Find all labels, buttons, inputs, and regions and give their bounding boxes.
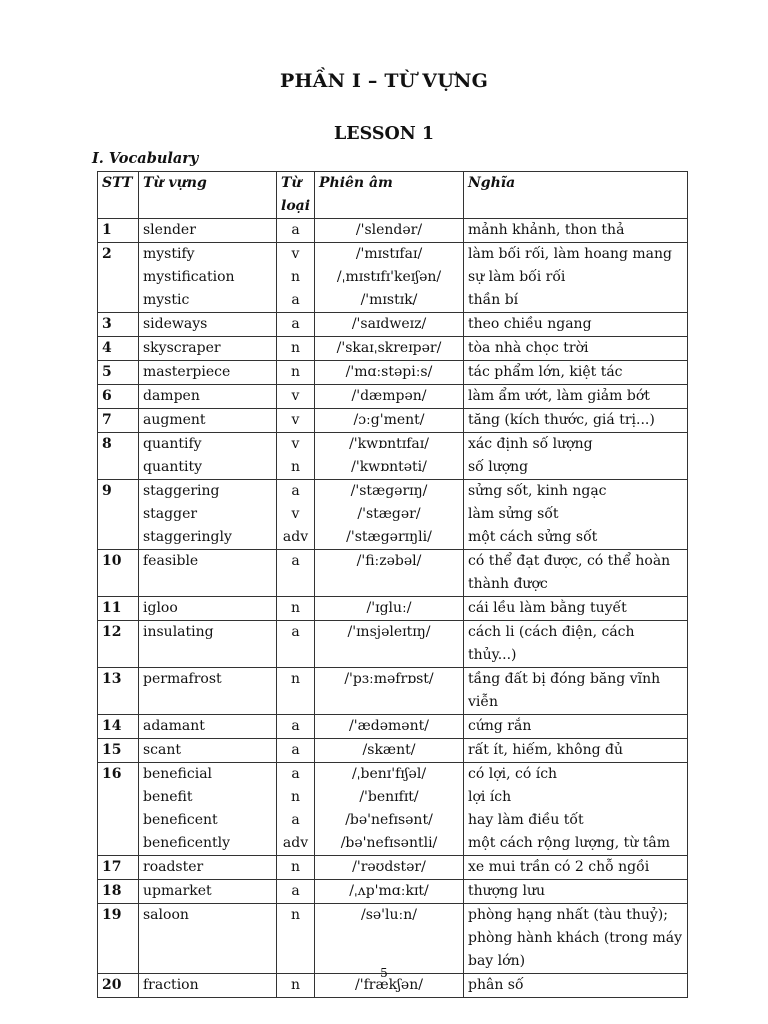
word: dampen [143, 388, 200, 404]
table-row [98, 621, 688, 668]
phonetic: /'ædəmənt/ [349, 718, 429, 734]
phonetic: /ˌmɪstɪfɪ'keɪʃən/ [336, 269, 442, 285]
word: slender [143, 222, 196, 238]
phonetic: /'dæmpən/ [351, 388, 427, 404]
meaning-cell [464, 668, 688, 715]
word: staggering [143, 483, 220, 499]
word-cell [139, 904, 277, 974]
phonetic-cell [315, 550, 464, 597]
row-number: 7 [98, 409, 139, 433]
table-row [98, 856, 688, 880]
meaning: làm ẩm ướt, làm giảm bớt [468, 388, 650, 404]
section-heading: I. Vocabulary [92, 150, 199, 167]
row-number: 15 [98, 739, 139, 763]
phonetic: /'mɪstɪfaɪ/ [355, 246, 423, 262]
word: igloo [143, 600, 178, 616]
phonetic-cell [315, 880, 464, 904]
table-row [98, 219, 688, 243]
phonetic-cell [315, 480, 464, 550]
word: insulating [143, 624, 214, 640]
phonetic: /'kwɒntɪfaɪ/ [349, 436, 429, 452]
word-type-cell [277, 433, 315, 480]
meaning-cell [464, 385, 688, 409]
word-cell [139, 597, 277, 621]
word-type: n [290, 340, 301, 356]
table-row [98, 739, 688, 763]
meaning: một cách sửng sốt [468, 529, 598, 545]
word-type-cell [277, 480, 315, 550]
word-type-cell [277, 337, 315, 361]
meaning-cell [464, 313, 688, 337]
word-type: a [291, 883, 300, 899]
row-number: 20 [98, 974, 139, 998]
word: mystify [143, 246, 195, 262]
word-type-cell [277, 313, 315, 337]
phonetic: /'stægər/ [357, 506, 421, 522]
word-cell [139, 385, 277, 409]
row-number: 19 [98, 904, 139, 974]
word: staggeringly [143, 529, 232, 545]
meaning: tầng đất bị đóng băng vĩnh viễn [468, 671, 661, 710]
word: beneficial [143, 766, 213, 782]
meaning-cell [464, 856, 688, 880]
phonetic-cell [315, 739, 464, 763]
header-meaning: Nghĩa [464, 172, 688, 219]
word-type-cell [277, 904, 315, 974]
table-row [98, 337, 688, 361]
word-type: a [291, 553, 300, 569]
table-row [98, 409, 688, 433]
word-type-cell [277, 715, 315, 739]
word-type: v [291, 436, 300, 452]
phonetic: /'benɪfɪt/ [359, 789, 419, 805]
header-stt: STT [98, 172, 139, 219]
meaning: có lợi, có ích [468, 766, 558, 782]
meaning: hay làm điều tốt [468, 812, 584, 828]
phonetic: /'mɪstɪk/ [360, 292, 418, 308]
word-type-cell [277, 668, 315, 715]
word-type: v [291, 388, 300, 404]
word-type: a [291, 742, 300, 758]
word-type: n [290, 600, 301, 616]
word: skyscraper [143, 340, 221, 356]
phonetic-cell [315, 904, 464, 974]
word-type-cell [277, 763, 315, 856]
phonetic: /ˌʌp'mɑːkɪt/ [349, 883, 429, 899]
meaning: rất ít, hiếm, không đủ [468, 742, 623, 758]
word-type: a [291, 292, 300, 308]
phonetic-cell [315, 668, 464, 715]
meaning: sự làm bối rối [468, 269, 566, 285]
table-row [98, 550, 688, 597]
row-number: 2 [98, 243, 139, 313]
row-number: 9 [98, 480, 139, 550]
word-type-cell [277, 243, 315, 313]
page-number: 5 [380, 966, 388, 980]
word: benefit [143, 789, 193, 805]
table-row [98, 668, 688, 715]
word-cell [139, 621, 277, 668]
meaning: xác định số lượng [468, 436, 593, 452]
row-number: 14 [98, 715, 139, 739]
word-type-cell [277, 621, 315, 668]
word-type: a [291, 812, 300, 828]
word: adamant [143, 718, 205, 734]
row-number: 4 [98, 337, 139, 361]
word-cell [139, 763, 277, 856]
phonetic: /'slendər/ [355, 222, 423, 238]
meaning: tác phẩm lớn, kiệt tác [468, 364, 623, 380]
table-row [98, 361, 688, 385]
word-cell [139, 856, 277, 880]
phonetic-cell [315, 715, 464, 739]
word: beneficently [143, 835, 231, 851]
word-cell [139, 433, 277, 480]
word-cell [139, 739, 277, 763]
word-type: v [291, 506, 300, 522]
meaning: lợi ích [468, 789, 512, 805]
row-number: 8 [98, 433, 139, 480]
word-cell [139, 243, 277, 313]
row-number: 13 [98, 668, 139, 715]
phonetic-cell [315, 597, 464, 621]
phonetic-cell [315, 385, 464, 409]
word: quantify [143, 436, 202, 452]
phonetic: /'pɜːməfrɒst/ [344, 671, 434, 687]
table-row [98, 763, 688, 856]
word: scant [143, 742, 182, 758]
meaning: làm sửng sốt [468, 506, 559, 522]
phonetic: /'rəʊdstər/ [352, 859, 426, 875]
word-type: n [290, 789, 301, 805]
phonetic: /'saɪdweɪz/ [351, 316, 427, 332]
word: roadster [143, 859, 204, 875]
row-number: 6 [98, 385, 139, 409]
word-type-cell [277, 597, 315, 621]
table-row [98, 243, 688, 313]
word-cell [139, 880, 277, 904]
meaning-cell [464, 409, 688, 433]
phonetic: /'skaɪˌskreɪpər/ [336, 340, 442, 356]
word-cell [139, 313, 277, 337]
word-type: n [290, 364, 301, 380]
word-type: n [290, 977, 301, 993]
table-row [98, 597, 688, 621]
phonetic: /bə'nefɪsənt/ [345, 812, 433, 828]
vocabulary-table-body [98, 219, 688, 998]
word-type: n [290, 671, 301, 687]
header-ipa: Phiên âm [315, 172, 464, 219]
word: mystification [143, 269, 235, 285]
word: feasible [143, 553, 199, 569]
meaning: phòng hạng nhất (tàu thuỷ); phòng hành khách (trong máy bay lớn) [468, 907, 683, 969]
row-number: 16 [98, 763, 139, 856]
page-title: PHẦN I – TỪ VỰNG [279, 70, 488, 92]
row-number: 1 [98, 219, 139, 243]
meaning: có thể đạt được, có thể hoàn thành được [468, 553, 671, 592]
word: mystic [143, 292, 190, 308]
table-row [98, 385, 688, 409]
word-type: n [290, 269, 301, 285]
word: sideways [143, 316, 208, 332]
meaning-cell [464, 763, 688, 856]
word-type: a [291, 718, 300, 734]
meaning-cell [464, 715, 688, 739]
row-number: 11 [98, 597, 139, 621]
meaning: phân số [468, 977, 524, 993]
table-header-row [98, 172, 688, 219]
table-row [98, 880, 688, 904]
word-type: adv [282, 835, 309, 851]
word: stagger [143, 506, 198, 522]
vocabulary-table [97, 171, 688, 998]
meaning-cell [464, 433, 688, 480]
word-type: v [291, 246, 300, 262]
table-row [98, 904, 688, 974]
word: saloon [143, 907, 189, 923]
phonetic: /'fiːzəbəl/ [356, 553, 422, 569]
meaning: cứng rắn [468, 718, 532, 734]
phonetic-cell [315, 219, 464, 243]
word-type: a [291, 483, 300, 499]
word: augment [143, 412, 206, 428]
meaning-cell [464, 337, 688, 361]
meaning: cái lều làm bằng tuyết [468, 600, 627, 616]
phonetic-cell [315, 409, 464, 433]
meaning: số lượng [468, 459, 529, 475]
header-word: Từ vựng [139, 172, 277, 219]
word-cell [139, 480, 277, 550]
word: upmarket [143, 883, 212, 899]
phonetic-cell [315, 856, 464, 880]
table-row [98, 313, 688, 337]
word: fraction [143, 977, 199, 993]
phonetic: /'ɪnsjəleɪtɪŋ/ [347, 624, 431, 640]
phonetic: /ˌbenɪ'fɪʃəl/ [351, 766, 427, 782]
meaning: thần bí [468, 292, 519, 308]
meaning-cell [464, 904, 688, 974]
row-number: 5 [98, 361, 139, 385]
meaning-cell [464, 739, 688, 763]
word-type-cell [277, 550, 315, 597]
word-cell [139, 715, 277, 739]
meaning-cell [464, 550, 688, 597]
word-type-cell [277, 409, 315, 433]
word: quantity [143, 459, 202, 475]
meaning-cell [464, 621, 688, 668]
word-type: n [290, 907, 301, 923]
meaning-cell [464, 480, 688, 550]
row-number: 3 [98, 313, 139, 337]
meaning-cell [464, 880, 688, 904]
word-type-cell [277, 385, 315, 409]
phonetic-cell [315, 337, 464, 361]
word-cell [139, 668, 277, 715]
phonetic: /'kwɒntəti/ [351, 459, 427, 475]
meaning: tăng (kích thước, giá trị...) [468, 412, 655, 428]
meaning: mảnh khảnh, thon thả [468, 222, 625, 238]
word-type: adv [282, 529, 309, 545]
phonetic: /skænt/ [362, 742, 416, 758]
meaning-cell [464, 361, 688, 385]
meaning: tòa nhà chọc trời [468, 340, 589, 356]
meaning: một cách rộng lượng, từ tâm [468, 835, 670, 851]
phonetic: /'frækʃən/ [355, 977, 423, 993]
word-type: a [291, 766, 300, 782]
phonetic: /'stægərɪŋ/ [350, 483, 428, 499]
phonetic-cell [315, 763, 464, 856]
word-cell [139, 550, 277, 597]
word-type-cell [277, 739, 315, 763]
word-type-cell [277, 880, 315, 904]
phonetic-cell [315, 243, 464, 313]
word-type: a [291, 624, 300, 640]
row-number: 17 [98, 856, 139, 880]
meaning: cách li (cách điện, cách thủy...) [468, 624, 635, 663]
word: masterpiece [143, 364, 231, 380]
word: permafrost [143, 671, 222, 687]
meaning: làm bối rối, làm hoang mang [468, 246, 673, 262]
word: beneficent [143, 812, 218, 828]
meaning: sửng sốt, kinh ngạc [468, 483, 607, 499]
word-type: a [291, 222, 300, 238]
phonetic: /'mɑːstəpiːs/ [345, 364, 433, 380]
phonetic-cell [315, 313, 464, 337]
word-type-cell [277, 361, 315, 385]
meaning-cell [464, 243, 688, 313]
table-row [98, 480, 688, 550]
meaning-cell [464, 597, 688, 621]
word-cell [139, 219, 277, 243]
word-type: n [290, 859, 301, 875]
table-row [98, 433, 688, 480]
word-type: n [290, 459, 301, 475]
word-type: a [291, 316, 300, 332]
word-type: v [291, 412, 300, 428]
phonetic: /sə'luːn/ [361, 907, 417, 923]
phonetic: /ɔːg'ment/ [353, 412, 425, 428]
word-type-cell [277, 856, 315, 880]
header-type: Từ loại [277, 172, 315, 219]
meaning: xe mui trần có 2 chỗ ngồi [468, 859, 650, 875]
table-row [98, 715, 688, 739]
phonetic-cell [315, 621, 464, 668]
row-number: 18 [98, 880, 139, 904]
lesson-heading: LESSON 1 [333, 124, 435, 144]
phonetic: /'ɪgluː/ [366, 600, 412, 616]
phonetic-cell [315, 433, 464, 480]
phonetic-cell [315, 361, 464, 385]
meaning-cell [464, 219, 688, 243]
word-cell [139, 409, 277, 433]
meaning: theo chiều ngang [468, 316, 592, 332]
phonetic: /bə'nefɪsəntli/ [340, 835, 438, 851]
word-type-cell [277, 219, 315, 243]
phonetic: /'stægərɪŋli/ [346, 529, 432, 545]
word-cell [139, 361, 277, 385]
word-cell [139, 337, 277, 361]
row-number: 12 [98, 621, 139, 668]
meaning: thượng lưu [468, 883, 546, 899]
row-number: 10 [98, 550, 139, 597]
